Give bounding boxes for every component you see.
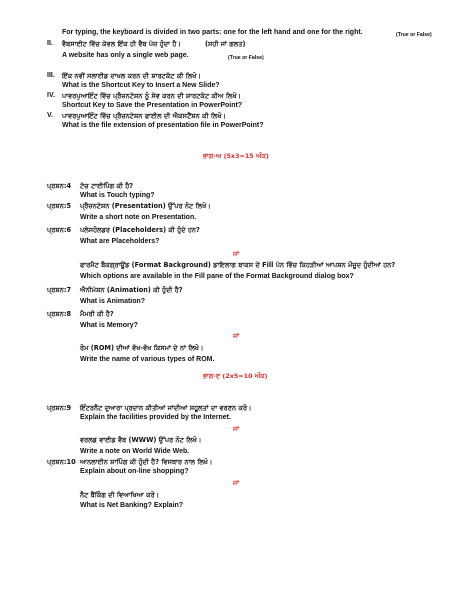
text-line-23: Write a short note on Presentation.	[80, 214, 197, 221]
text-line-37: ਰੋਮ (ROM) ਦੀਆਂ ਵੱਖ-ਵੱਖ ਕਿਸਮਾਂ ਦੇ ਨਾਂ ਲਿਖੋ।	[80, 344, 204, 352]
text-line-49: ਜਾਂ	[233, 479, 240, 487]
text-line-50: ਨੈਟ ਬੈਂਕਿੰਗ ਦੀ ਵਿਆਖਿਆ ਕਰੋ।	[80, 491, 160, 499]
text-line-25: ਪਲੇਸਹੋਲਡਰ (Placeholders) ਕੀ ਹੁੰਦੇ ਹਨ?	[80, 226, 200, 234]
text-line-47: ਆਨਲਾਈਨ ਸ਼ਾਪਿੰਗ ਕੀ ਹੁੰਦੀ ਹੈ? ਵਿਸਥਾਰ ਨਾਲ ਲਿਖੋ।	[80, 458, 213, 466]
text-line-38: Write the name of various types of ROM.	[80, 356, 215, 363]
text-line-1: For typing, the keyboard is divided in two parts: one for the left hand and one for the right.	[62, 29, 363, 36]
text-line-29: Which options are available in the Fill pane of the Format Background dialog box?	[80, 273, 354, 280]
text-line-28: ਫਾਰਮੈਟ ਬੈਕਗ੍ਰਾਊਂਡ (Format Background) ਡਾਇਲਾਗ ਬਾਕਸ ਦੇ Fill ਪੇਨ ਵਿੱਚ ਕਿਹੜੀਆਂ ਆਪਸ਼ਨ ਮੌਜੂਦ ਹੁੰਦੀਆਂ ਹਨ?	[80, 261, 396, 269]
text-line-36: ਜਾਂ	[233, 332, 240, 340]
text-line-2: (True or False)	[396, 32, 432, 38]
text-line-39: ਭਾਗ-ੲ (2x5=10 ਅੰਕ)	[203, 372, 268, 380]
text-line-26: What are Placeholders?	[80, 238, 160, 245]
text-line-33: ਪ੍ਰਸ਼ਨ:8	[47, 310, 72, 318]
text-line-35: What is Memory?	[80, 322, 138, 329]
text-line-16: What is the file extension of presentation file in PowerPoint?	[62, 122, 264, 129]
text-line-15: ਪਾਵਰਪੁਆਇੰਟ ਵਿੱਚ ਪ੍ਰੈਜ਼ਨਟੇਸ਼ਨ ਫਾਈਲ ਦੀ ਐਕਸਟੈਂਸ਼ਨ ਕੀ ਲਿਖੋ।	[62, 112, 227, 120]
text-line-42: Explain the facilities provided by the Internet.	[80, 414, 231, 421]
text-line-32: What is Animation?	[80, 298, 146, 305]
text-line-51: What is Net Banking? Explain?	[80, 502, 184, 509]
text-line-27: ਜਾਂ	[233, 250, 240, 258]
text-line-18: ਪ੍ਰਸ਼ਨ:4	[47, 182, 72, 190]
text-line-41: ਇੰਟਰਨੈਟ ਦੁਆਰਾ ਪ੍ਰਦਾਨ ਕੀਤੀਆਂ ਜਾਂਦੀਆਂ ਸਹੂਲਤਾਂ ਦਾ ਵਰਣਨ ਕਰੋ।	[80, 404, 252, 412]
text-line-7: (True or False)	[228, 55, 264, 61]
text-line-43: ਜਾਂ	[233, 425, 240, 433]
text-line-40: ਪ੍ਰਸ਼ਨ:9	[47, 404, 72, 412]
text-line-10: What is the Shortcut Key to Insert a New Slide?	[62, 82, 220, 89]
text-line-34: ਮੈਮਰੀ ਕੀ ਹੈ?	[80, 310, 114, 318]
text-line-45: Write a note on World Wide Web.	[80, 448, 190, 455]
text-line-12: ਪਾਵਰਪੁਆਇੰਟ ਵਿੱਚ ਪ੍ਰੈਜ਼ਨਟੇਸ਼ਨ ਨੂੰ ਸੇਵ ਕਰਨ ਦੀ ਸ਼ਾਰਟਕੱਟ ਕੀਅ ਲਿਖੋ।	[62, 92, 242, 100]
text-line-24: ਪ੍ਰਸ਼ਨ:6	[47, 226, 72, 234]
text-line-20: What is Touch typing?	[80, 192, 155, 199]
text-line-48: Explain about on-line shopping?	[80, 468, 189, 475]
text-line-44: ਵਰਲਡ ਵਾਈਡ ਵੈਬ (WWW) ਉੱਪਰ ਨੋਟ ਲਿਖੋ।	[80, 436, 202, 444]
text-line-13: Shortcut Key to Save the Presentation in PowerPoint?	[62, 102, 243, 109]
text-line-8: III.	[47, 72, 55, 79]
text-line-21: ਪ੍ਰਸ਼ਨ:5	[47, 202, 72, 210]
text-line-14: V.	[47, 112, 53, 119]
text-line-30: ਪ੍ਰਸ਼ਨ:7	[47, 286, 72, 294]
text-line-22: ਪ੍ਰੈਜ਼ਨਟੇਸ਼ਨ (Presentation) ਉੱਪਰ ਨੋਟ ਲਿਖੋ।	[80, 202, 211, 210]
text-line-31: ਐਨੀਮੇਸ਼ਨ (Animation) ਕੀ ਹੁੰਦੀ ਹੈ?	[80, 286, 183, 294]
text-line-11: IV.	[47, 92, 55, 99]
text-line-5: (ਸਹੀ ਜਾਂ ਗਲਤ)	[205, 40, 246, 48]
text-line-3: II.	[47, 40, 53, 47]
text-line-4: ਵੈਬਸਾਈਟ ਵਿੱਚ ਕੇਵਲ ਇੱਕ ਹੀ ਵੈਬ ਪੇਜ਼ ਹੁੰਦਾ ਹੈ।	[62, 40, 181, 48]
text-line-6: A website has only a single web page.	[62, 52, 189, 59]
text-line-19: ਟੱਚ ਟਾਈਪਿੰਗ ਕੀ ਹੈ?	[80, 182, 134, 190]
text-line-9: ਇੱਕ ਨਵੀਂ ਸਲਾਈਡ ਦਾਖਲ ਕਰਨ ਦੀ ਸ਼ਾਰਟਕੱਟ ਕੀ ਲਿਖੋ।	[62, 72, 201, 80]
text-line-46: ਪ੍ਰਸ਼ਨ:10	[47, 458, 76, 466]
text-line-17: ਭਾਗ-ਅ (5x3=15 ਅੰਕ)	[203, 152, 269, 160]
